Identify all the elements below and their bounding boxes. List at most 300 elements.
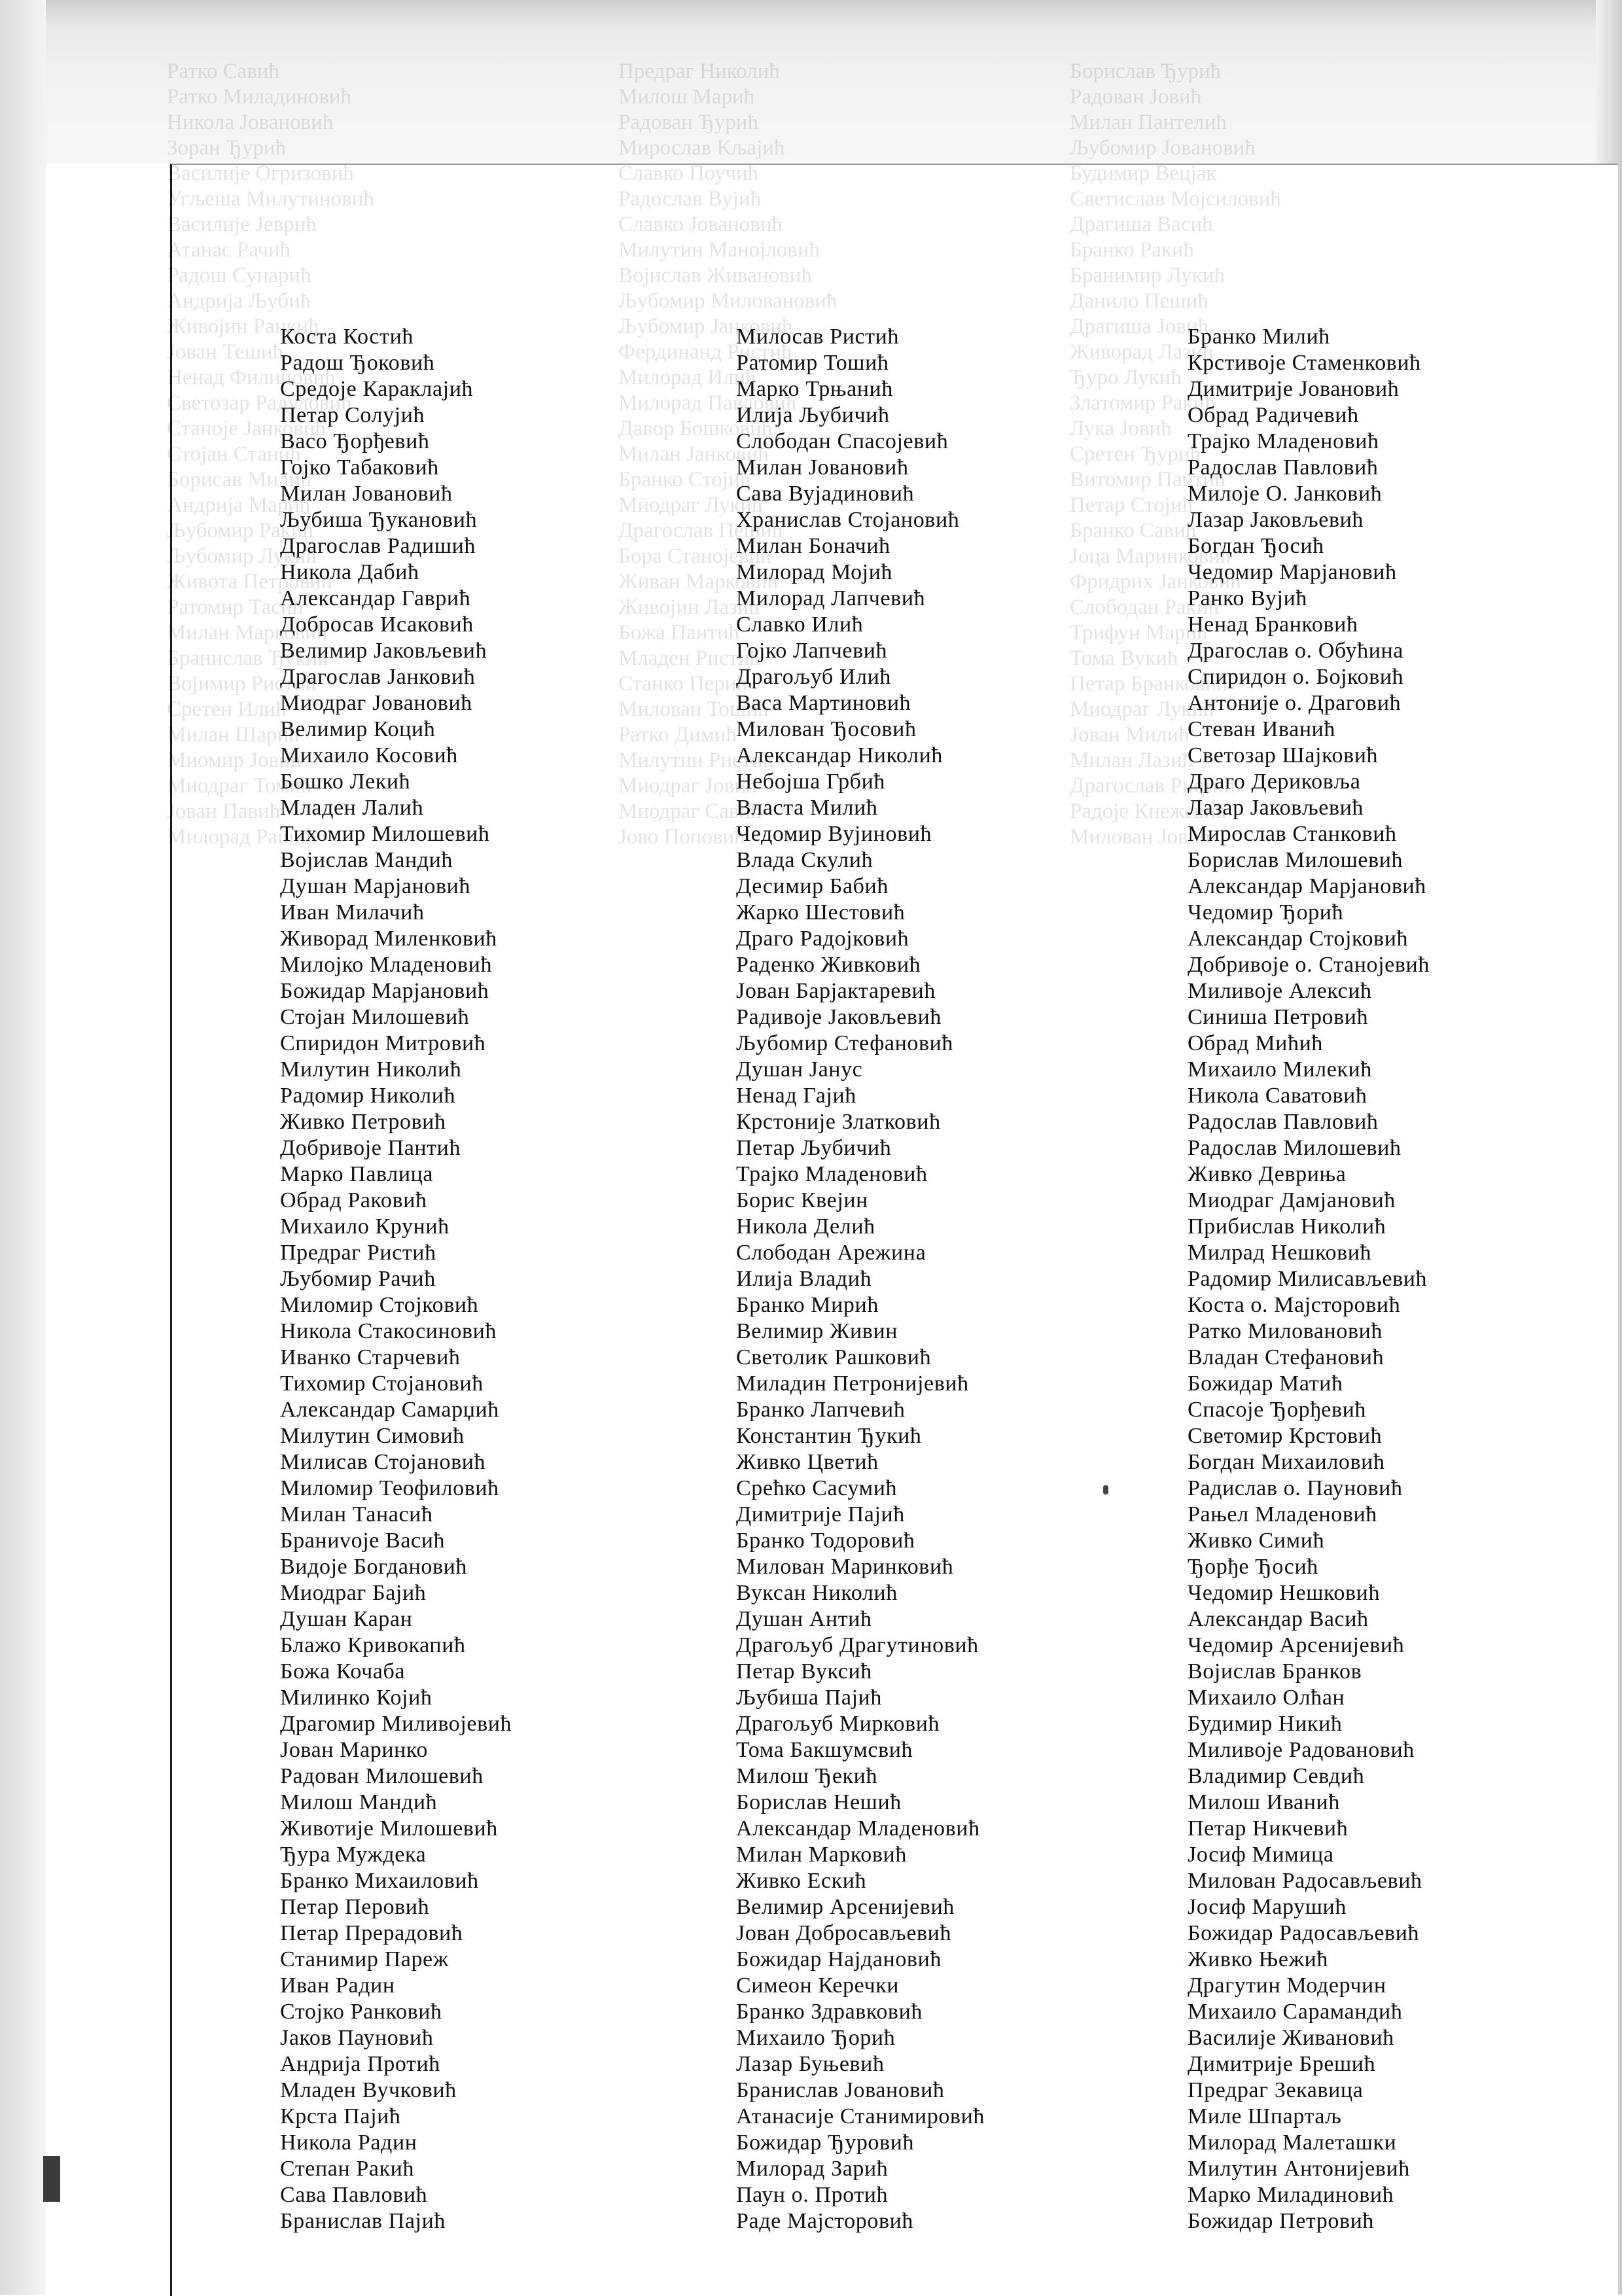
name-entry: Војислав Бранков [1188,1659,1362,1684]
name-entry: Живко Ескић [736,1869,867,1893]
name-entry: Александар Васић [1188,1607,1369,1631]
bleed-through-text: Бора Станојевић [618,544,771,568]
name-entry: Сава Вујадиновић [736,482,915,506]
bleed-through-text: Милутин Ристић [618,749,774,772]
name-entry: Драго Радојковић [736,927,909,951]
name-entry: Никола Делић [736,1214,875,1239]
bleed-through-text: Миодраг Томић [167,774,311,798]
bleed-through-text: Василије Јеврић [167,213,317,236]
name-entry: Крста Пајић [280,2104,401,2128]
name-entry: Тихомир Стојановић [280,1371,484,1396]
name-entry: Петар Солујић [280,403,425,427]
name-entry: Андрија Протић [280,2052,440,2076]
name-entry: Миливоје Радовановић [1188,1738,1415,1762]
bleed-through-text: Живојин Лазић [618,595,760,619]
name-entry: Михаило Сарамандић [1188,2000,1403,2024]
name-entry: Божидар Радосављевић [1188,1921,1420,1945]
name-entry: Слободан Спасојевић [736,429,949,453]
bleed-through-text: Предраг Николић [618,60,780,83]
name-entry: Борис Квејин [736,1188,868,1212]
name-entry: Никола Радин [280,2130,417,2155]
name-entry: Синиша Петровић [1188,1005,1369,1029]
bleed-through-text: Бранко Савић [1070,519,1197,542]
bleed-through-text: Фридрих Јанковић [1070,570,1241,593]
name-entry: Атанасије Станимировић [736,2104,985,2128]
name-entry: Светомир Крстовић [1188,1424,1383,1448]
bleed-through-text: Атанас Рачић [167,238,291,262]
name-entry: Слободан Арежина [736,1241,926,1265]
bleed-through-text: Живорад Лазић [1070,340,1214,364]
name-entry: Миодраг Бајић [280,1581,427,1605]
bleed-through-text: Јован Милић [1070,723,1190,747]
name-entry: Михаило Ђорић [736,2026,896,2050]
name-entry: Милутин Антонијевић [1188,2157,1410,2181]
bleed-through-text: Милош Марић [618,85,755,109]
name-entry: Живорад Миленковић [280,927,497,951]
bleed-through-text: Живота Петровић [167,570,332,593]
name-entry: Влада Скулић [736,848,873,872]
name-entry: Ратомир Тошић [736,351,889,375]
name-entry: Предраг Ристић [280,1241,436,1265]
name-entry: Љубомир Стефановић [736,1031,954,1055]
bleed-through-text: Миодраг Лукић [1070,698,1214,721]
bleed-through-text: Милутин Манојловић [618,238,820,262]
name-entry: Милован Радосављевић [1188,1869,1422,1893]
name-entry: Јован Добросављевић [736,1921,952,1945]
name-entry: Предраг Зекавица [1188,2078,1364,2102]
name-entry: Коста о. Мајсторовић [1188,1293,1401,1317]
name-entry: Чедомир Ђорић [1188,900,1344,925]
bleed-through-text: Јован Павић [167,800,281,823]
name-entry: Васо Ђорђевић [280,429,430,453]
name-entry: Михаило Косовић [280,743,458,768]
bleed-through-text: Војислав Живановић [618,264,812,287]
name-entry: Младен Лалић [280,796,424,820]
name-entry: Јосиф Марушић [1188,1895,1347,1919]
bleed-through-text: Петар Бранковић [1070,672,1228,696]
name-entry: Богдан Ђосић [1188,534,1324,558]
name-entry: Светолик Рашковић [736,1345,932,1369]
bleed-through-text: Милан Шарић [167,723,300,747]
name-entry: Раде Мајсторовић [736,2209,914,2233]
name-entry: Обрад Раковић [280,1188,427,1212]
name-entry: Драгољуб Илић [736,665,891,689]
bleed-through-text: Драгослав Пешић [618,519,783,542]
bleed-through-text: Милан Лазић [1070,749,1193,772]
name-entry: Бранко Михаиловић [280,1869,479,1893]
bleed-through-text: Милан Пантелић [1070,111,1227,134]
bleed-through-text: Сретен Ђурић [1070,442,1201,466]
name-entry: Милан Танасић [280,1502,433,1527]
name-entry: Степан Ракић [280,2157,415,2181]
name-entry: Иванко Старчевић [280,1345,461,1369]
bleed-through-text: Бранко Ракић [1070,238,1195,262]
bleed-through-text: Ратко Миладиновић [167,85,352,109]
bleed-through-text: Живојин Ранкић [167,315,319,338]
bleed-through-text: Борислав Ђурић [1070,60,1222,83]
bleed-through-text: Фердинанд Ристић [618,340,792,364]
bleed-through-text: Живан Марковић [618,570,779,593]
name-entry: Чедомир Арсенијевић [1188,1633,1405,1657]
name-entry: Радивоје Јаковљевић [736,1005,942,1029]
name-entry: Петар Прерадовић [280,1921,463,1945]
name-entry: Бошко Лекић [280,769,411,794]
name-entry: Ђорђе Ђосић [1188,1555,1318,1579]
name-entry: Обрад Мићић [1188,1031,1323,1055]
name-entry: Гојко Табаковић [280,455,439,480]
name-entry: Марко Павлица [280,1162,434,1186]
bleed-through-text: Давор Бошковић [618,417,773,440]
name-entry: Владан Стефановић [1188,1345,1384,1369]
name-entry: Константин Ђукић [736,1424,922,1448]
bleed-through-text: Зоран Ђурић [167,136,287,160]
bleed-through-text: Трифун Марић [1070,621,1208,645]
name-entry: Василије Живановић [1188,2026,1394,2050]
bleed-through-text: Драгослав Ристић [1070,774,1235,798]
name-entry: Радомир Милисављевић [1188,1267,1428,1291]
bleed-through-text: Станко Перић [618,672,747,696]
name-entry: Велимир Арсенијевић [736,1895,955,1919]
name-entry: Иван Радин [280,1973,395,1998]
name-entry: Будимир Никић [1188,1712,1343,1736]
name-entry: Милан Јовановић [280,482,453,506]
names-column-2 [736,324,1194,2234]
name-entry: Владимир Севдић [1188,1764,1365,1788]
bleed-through-text: Миомир Јовић [167,749,302,772]
bleed-through-text: Ратко Савић [167,60,280,83]
name-entry: Божидар Најдановић [736,1947,942,1971]
bleed-through-text: Милан Марковић [167,621,328,645]
name-entry: Душан Антић [736,1607,872,1631]
name-entry: Велимир Јаковљевић [280,639,487,663]
names-column-3 [1188,324,1622,2234]
names-column-1 [280,324,738,2234]
name-entry: Димитрије Пајић [736,1502,905,1527]
name-entry: Марко Миладиновић [1188,2183,1394,2207]
name-entry: Бранислав Јовановић [736,2078,945,2102]
name-entry: Раденко Живковић [736,953,921,977]
bleed-through-text: Тома Вукић [1070,646,1178,670]
name-entry: Видоје Богдановић [280,1555,468,1579]
bleed-through-text: Андрија Марић [167,493,311,517]
name-entry: Милојко Младеновић [280,953,493,977]
name-entry: Александар Гаврић [280,586,471,610]
name-entry: Спиридон о. Бојковић [1188,665,1404,689]
name-entry: Радослав Павловић [1188,1110,1379,1134]
name-entry: Лазар Јаковљевић [1188,508,1364,532]
name-entry: Мирослав Станковић [1188,822,1397,846]
bleed-through-text: Бранко Стојић [618,468,751,491]
bleed-through-text: Љубомир Јовановић [1070,136,1256,160]
name-entry: Стеван Иванић [1188,717,1336,741]
name-entry: Радислав о. Пауновић [1188,1476,1403,1500]
scan-shadow-left [0,0,46,2295]
name-entry: Петар Вуксић [736,1659,872,1684]
name-entry: Јосиф Мимица [1188,1843,1334,1867]
name-entry: Милан Боначић [736,534,890,558]
name-entry: Богдан Михаиловић [1188,1450,1385,1474]
name-entry: Петар Љубичић [736,1136,892,1160]
name-entry: Александар Стојковић [1188,927,1409,951]
name-entry: Милинко Којић [280,1686,432,1710]
name-entry: Миломир Стојковић [280,1293,479,1317]
bleed-through-text: Милорад Рашић [167,825,317,849]
name-entry: Марко Трњанић [736,377,893,401]
name-entry: Милош Иванић [1188,1790,1340,1814]
name-entry: Бранислав Пајић [280,2209,446,2233]
name-entry: Бранко Милић [1188,325,1330,349]
scan-speck [1103,1485,1108,1494]
name-entry: Александар Николић [736,743,943,768]
name-entry: Милош Мандић [280,1790,438,1814]
bleed-through-text: Стојан Станић [167,442,301,466]
name-entry: Симеон Керечки [736,1973,900,1998]
bleed-through-text: Радош Сунарић [167,264,311,287]
name-entry: Трајко Младеновић [736,1162,928,1186]
name-entry: Светозар Шајковић [1188,743,1379,768]
bleed-through-text: Угљеша Милутиновић [167,187,374,211]
name-entry: Живко Петровић [280,1110,446,1134]
name-entry: Петар Никчевић [1188,1816,1349,1841]
name-entry: Лазар Јаковљевић [1188,796,1364,820]
name-entry: Добривоје Пантић [280,1136,461,1160]
name-entry: Бранко Лапчевић [736,1398,906,1422]
name-entry: Небојша Грбић [736,769,885,794]
name-entry: Милорад Малеташки [1188,2130,1397,2155]
name-entry: Блажо Кривокапић [280,1633,466,1657]
name-entry: Хранислав Стојановић [736,508,960,532]
name-entry: Прибислав Николић [1188,1214,1386,1239]
name-entry: Радош Ђоковић [280,351,435,375]
bleed-through-text: Јово Поповић [618,825,745,849]
name-entry: Миладин Петронијевић [736,1371,969,1396]
name-entry: Љубомир Рачић [280,1267,436,1291]
name-entry: Милисав Стојановић [280,1450,486,1474]
name-entry: Живко Њежић [1188,1947,1329,1971]
bleed-through-text: Славко Јовановић [618,213,783,236]
name-entry: Десимир Бабић [736,874,889,898]
name-entry: Михаило Милекић [1188,1057,1372,1082]
name-entry: Милутин Николић [280,1057,462,1082]
name-entry: Добросав Исаковић [280,612,474,637]
name-entry: Обрад Радичевић [1188,403,1359,427]
bleed-through-text: Ратко Димић [618,723,737,747]
name-entry: Михаило Крунић [280,1214,450,1239]
name-entry: Петар Перовић [280,1895,430,1919]
name-entry: Драгослав о. Обућина [1188,639,1403,663]
name-entry: Милорад Зарић [736,2157,889,2181]
bleed-through-text: Никола Јовановић [167,111,334,134]
name-entry: Милрад Нешковић [1188,1241,1372,1265]
bleed-through-text: Ђуро Лукић [1070,366,1182,389]
name-entry: Драгослав Јанковић [280,665,476,689]
name-entry: Васа Мартиновић [736,691,911,715]
name-entry: Чедомир Нешковић [1188,1581,1381,1605]
name-entry: Миодраг Дамјановић [1188,1188,1396,1212]
bleed-through-text: Сретен Илић [167,698,287,721]
name-entry: Срећко Сасумић [736,1476,898,1500]
name-entry: Сава Павловић [280,2183,428,2207]
name-entry: Рањел Младеновић [1188,1502,1377,1527]
bleed-through-text: Светозар Радуловић [167,391,352,415]
name-entry: Животије Милошевић [280,1816,498,1841]
bleed-through-text: Радован Јовић [1070,85,1202,109]
name-entry: Александар Марјановић [1188,874,1426,898]
name-entry: Милутин Симовић [280,1424,465,1448]
bleed-through-text: Младен Ристић [618,646,761,670]
name-entry: Спасоје Ђорђевић [1188,1398,1367,1422]
bleed-through-text: Милорад Павловић [618,391,797,415]
name-entry: Душан Каран [280,1607,413,1631]
bleed-through-text: Станоје Јанковић [167,417,326,440]
bleed-through-text: Слободан Ракић [1070,595,1219,619]
name-entry: Паун о. Протић [736,2183,889,2207]
bleed-through-text: Милан Јанковић [618,442,769,466]
bleed-through-text: Милорад Илић [618,366,756,389]
name-entry: Живко Девриња [1188,1162,1347,1186]
name-entry: Младен Вучковић [280,2078,457,2102]
name-entry: Вуксан Николић [736,1581,898,1605]
bleed-through-text: Борисав Милић [167,468,311,491]
name-entry: Ненад Бранковић [1188,612,1358,637]
name-entry: Драго Дериковља [1188,769,1361,794]
name-entry: Ненад Гајић [736,1084,856,1108]
name-entry: Божа Кочаба [280,1659,406,1684]
name-entry: Ратко Миловановић [1188,1319,1383,1343]
name-entry: Милан Јовановић [736,455,909,480]
bleed-through-text: Јоца Маринковић [1070,544,1231,568]
name-entry: Миливоје Алексић [1188,979,1372,1003]
name-entry: Тихомир Милошевић [280,822,490,846]
bleed-through-text: Миодраг Лукић [618,493,763,517]
bleed-through-text: Бранислав Ђукић [167,646,328,670]
name-entry: Никола Саватовић [1188,1084,1367,1108]
name-entry: Михаило Олћан [1188,1686,1345,1710]
name-entry: Станимир Пареж [280,1947,449,1971]
bleed-through-text: Миодраг Јовић [618,774,757,798]
name-entry: Чедомир Марјановић [1188,560,1397,584]
name-entry: Славко Илић [736,612,864,637]
name-entry: Драгомир Миливојевић [280,1712,512,1736]
name-entry: Борислав Нешић [736,1790,902,1814]
name-entry: Милорад Мојић [736,560,893,584]
binder-mark [43,2156,60,2202]
name-entry: Милосав Ристић [736,325,900,349]
name-entry: Антоније о. Драговић [1188,691,1402,715]
name-entry: Илија Љубичић [736,403,890,427]
name-entry: Гојко Лапчевић [736,639,888,663]
bleed-through-text: Војимир Ристић [167,672,316,696]
name-entry: Крстивоје Стаменковић [1188,351,1421,375]
name-entry: Бранко Мирић [736,1293,879,1317]
name-entry: Јован Маринко [280,1738,428,1762]
bleed-through-text: Радован Ђурић [618,111,758,134]
bleed-through-text: Златомир Ракић [1070,391,1216,415]
name-entry: Ђура Муждека [280,1843,427,1867]
name-entry: Илија Владић [736,1267,872,1291]
name-entry: Божидар Марјановић [280,979,489,1003]
name-entry: Бранко Здравковић [736,2000,923,2024]
bleed-through-text: Јован Тешић [167,340,284,364]
bleed-through-text: Љубомир Ракић [167,519,313,542]
name-entry: Велимир Коцић [280,717,436,741]
name-entry: Борислав Милошевић [1188,848,1403,872]
name-entry: Војислав Мандић [280,848,453,872]
bleed-through-text: Радоје Кнежевић [1070,800,1227,823]
bleed-through-text: Радослав Вујић [618,187,762,211]
bleed-through-text: Драгиша Јовић [1070,315,1209,338]
name-entry: Бранко Тодоровић [736,1528,915,1553]
bleed-through-text: Ратомир Тасић [167,595,304,619]
name-entry: Миодраг Јовановић [280,691,472,715]
name-entry: Тома Бакшумсвић [736,1738,913,1762]
name-entry: Спиридон Митровић [280,1031,486,1055]
bleed-through-text: Данило Пешић [1070,289,1208,313]
name-entry: Жарко Шестовић [736,900,906,925]
name-entry: Иван Милачић [280,900,425,925]
bleed-through-text: Витомир Пантић [1070,468,1225,491]
name-entry: Лазар Буњевић [736,2052,885,2076]
name-entry: Радован Милошевић [280,1764,484,1788]
bleed-through-text: Љубомир Лукић [167,544,317,568]
bleed-through-text: Мирослав Кљајић [618,136,785,160]
bleed-through-text: Љубомир Јанковић [618,315,793,338]
name-entry: Никола Дабић [280,560,419,584]
name-entry: Димитрије Јовановић [1188,377,1400,401]
name-entry: Душан Јанус [736,1057,863,1082]
name-entry: Браниvoje Васић [280,1528,446,1553]
bleed-through-text: Љубомир Миловановић [618,289,837,313]
bleed-through-text: Василије Огризовић [167,162,354,185]
name-entry: Ранко Вујић [1188,586,1307,610]
name-entry: Крстоније Златковић [736,1110,941,1134]
name-entry: Јаков Пауновић [280,2026,434,2050]
name-entry: Душан Марјановић [280,874,471,898]
bleed-through-text: Божа Пантић [618,621,740,645]
name-entry: Божидар Петровић [1188,2209,1375,2233]
name-entry: Живко Цветић [736,1450,879,1474]
name-entry: Радослав Павловић [1188,455,1379,480]
name-entry: Милован Ђосовић [736,717,917,741]
bleed-through-text: Бранимир Лукић [1070,264,1225,287]
name-entry: Миле Шпартаљ [1188,2104,1342,2128]
name-entry: Никола Стакосиновић [280,1319,497,1343]
name-entry: Милош Ђекић [736,1764,878,1788]
name-entry: Драгутин Модерчин [1188,1973,1386,1998]
bleed-through-text: Будимир Вецјак [1070,162,1217,185]
name-entry: Јован Барјактаревић [736,979,936,1003]
name-entry: Добривоје о. Станојевић [1188,953,1430,977]
name-entry: Чедомир Вујиновић [736,822,932,846]
name-entry: Милован Маринковић [736,1555,954,1579]
bleed-through-text: Петар Стојић [1070,493,1193,517]
name-entry: Александар Самарџић [280,1398,499,1422]
bleed-through-text: Милован Тошић [618,698,769,721]
bleed-through-text: Лука Јовић [1070,417,1172,440]
name-entry: Радомир Николић [280,1084,456,1108]
bleed-through-text: Андрија Љубић [167,289,311,313]
name-entry: Стојан Милошевић [280,1005,470,1029]
name-entry: Миломир Теофиловић [280,1476,499,1500]
name-entry: Драгољуб Драгутиновић [736,1633,979,1657]
name-entry: Коста Костић [280,325,414,349]
name-entry: Димитрије Брешић [1188,2052,1376,2076]
name-entry: Радослав Милошевић [1188,1136,1402,1160]
name-entry: Власта Милић [736,796,878,820]
name-entry: Александар Младеновић [736,1816,980,1841]
bleed-through-text: Ненад Филиповић [167,366,336,389]
bleed-through-text: Миодраг Савић [618,800,762,823]
